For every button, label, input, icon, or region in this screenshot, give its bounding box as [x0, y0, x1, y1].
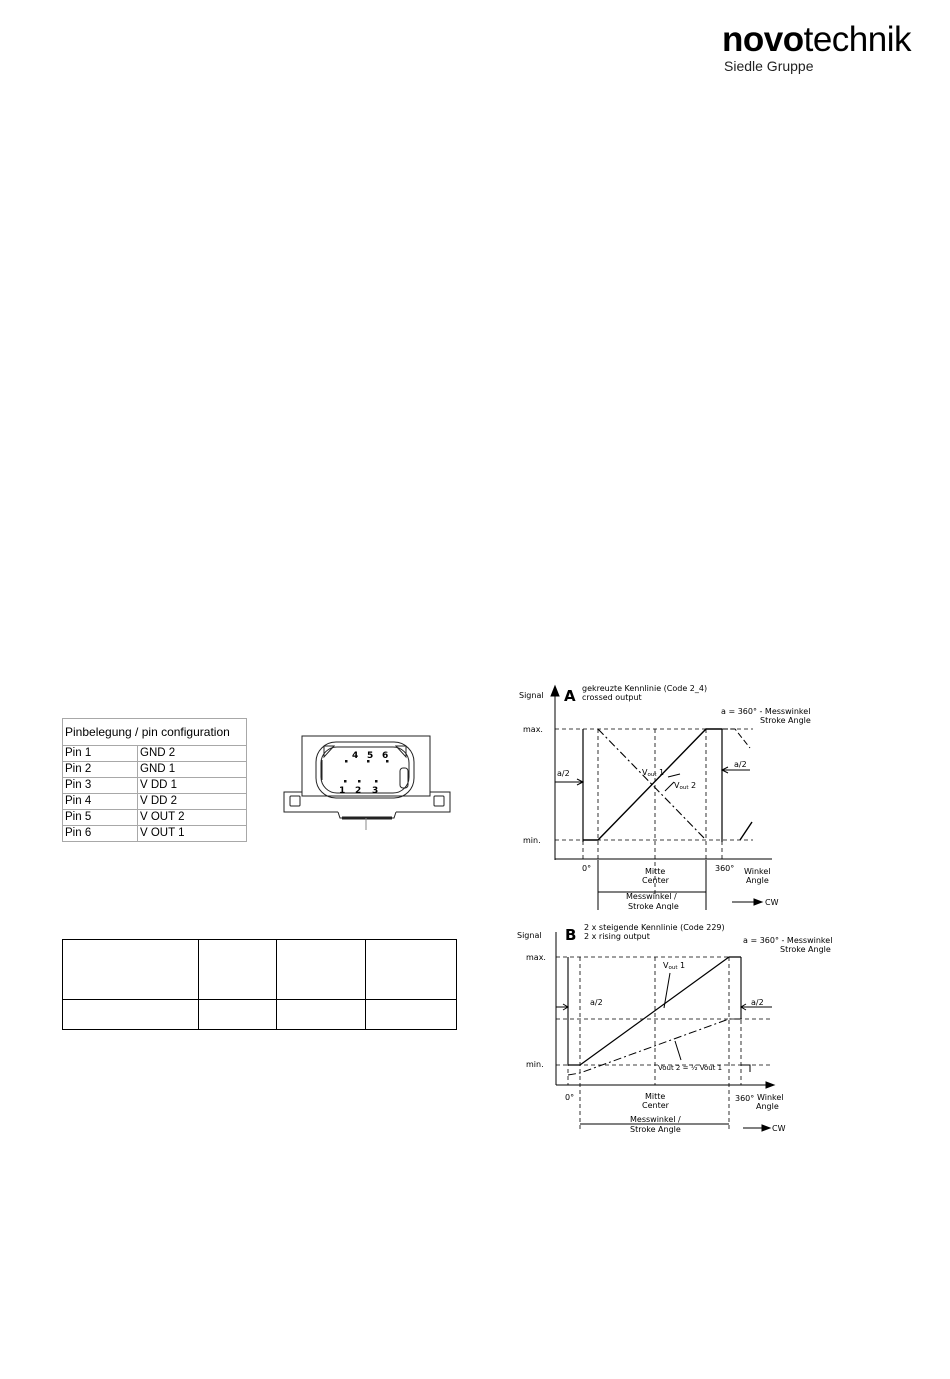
formula-line-2: Stroke Angle: [760, 716, 811, 725]
vout2-label: Vout 2: [674, 781, 697, 791]
cw-label: CW: [772, 1124, 786, 1133]
table-cell: [199, 1000, 277, 1030]
center-label: Center: [642, 876, 669, 885]
table-row: [63, 940, 457, 1000]
mitte-label: Mitte: [645, 1092, 666, 1101]
diagram-letter: B: [565, 926, 577, 944]
table-row: [63, 826, 247, 842]
diagram-a-crossed-output: [510, 680, 830, 910]
vout2-label: Vout 2 = ½ Vout 1: [658, 1064, 723, 1072]
table-row: [63, 1000, 457, 1030]
table-row: [63, 762, 247, 778]
table-cell: [199, 940, 277, 1000]
min-label: min.: [526, 1060, 544, 1069]
mitte-label: Mitte: [645, 867, 666, 876]
diagram-title-en: crossed output: [582, 693, 642, 702]
diagram-title-de: gekreuzte Kennlinie (Code 2_4): [582, 684, 708, 693]
max-label: max.: [523, 725, 543, 734]
signal-label: Signal: [517, 931, 542, 940]
a2-right-label: a/2: [751, 998, 764, 1007]
center-label: Center: [642, 1101, 669, 1110]
min-label: min.: [523, 836, 541, 845]
vout1-curve: [583, 729, 722, 840]
diagram-letter: A: [564, 687, 576, 705]
signal-cell: V DD 1: [138, 778, 247, 794]
vout1-label: Vout 1: [642, 768, 665, 778]
zero-degree-label: 0°: [582, 864, 592, 873]
pin-cell: Pin 2: [63, 762, 138, 778]
signal-label: Signal: [519, 691, 544, 700]
messwinkel-label: Messwinkel /: [630, 1115, 681, 1124]
pin-cell: Pin 3: [63, 778, 138, 794]
stroke-angle-label: Stroke Angle: [628, 902, 679, 910]
table-row: [63, 778, 247, 794]
table-cell: [277, 940, 366, 1000]
novotechnik-logo: [722, 22, 936, 74]
logo-normal: technik: [803, 20, 912, 59]
pin-config-table: [62, 718, 247, 842]
pin-config-header-row: [63, 719, 247, 746]
logo-wordmark: [722, 22, 936, 58]
pin-config-title: Pinbelegung / pin configuration: [63, 719, 247, 746]
table-cell: [366, 940, 457, 1000]
table-cell: [366, 1000, 457, 1030]
vout1-curve: [568, 957, 741, 1065]
deg360-label: 360°: [735, 1094, 755, 1103]
diagram-title-en: 2 x rising output: [584, 932, 650, 941]
zero-degree-label: 0°: [565, 1093, 575, 1102]
connector-pin-label: 2: [355, 786, 362, 796]
connector-drawing: [278, 730, 458, 836]
connector-pin-label: 4: [352, 751, 359, 761]
angle-label: Angle: [746, 876, 769, 885]
pin-cell: Pin 1: [63, 746, 138, 762]
a2-left-label: a/2: [557, 769, 570, 778]
connector-pin-label: 3: [372, 786, 379, 796]
diagram-b-rising-output: [510, 920, 840, 1140]
table-row: [63, 746, 247, 762]
pin-cell: Pin 6: [63, 826, 138, 842]
pin-cell: Pin 4: [63, 794, 138, 810]
table-cell: [63, 940, 199, 1000]
signal-cell: GND 2: [138, 746, 247, 762]
signal-cell: V DD 2: [138, 794, 247, 810]
table-row: [63, 810, 247, 826]
signal-cell: V OUT 1: [138, 826, 247, 842]
winkel-label: Winkel: [757, 1093, 784, 1102]
logo-bold: novo: [722, 20, 804, 59]
connector-pin-label: 1: [339, 786, 346, 796]
table-cell: [63, 1000, 199, 1030]
stroke-angle-label: Stroke Angle: [630, 1125, 681, 1134]
cw-label: CW: [765, 898, 779, 907]
vout1-label: Vout 1: [663, 961, 686, 971]
formula-line-1: a = 360° - Messwinkel: [743, 936, 833, 945]
pin-cell: Pin 5: [63, 810, 138, 826]
empty-data-table: [62, 939, 457, 1030]
deg360-label: 360°: [715, 864, 735, 873]
signal-cell: GND 1: [138, 762, 247, 778]
connector-pin-label: 6: [382, 751, 389, 761]
connector-pin-label: 5: [367, 751, 374, 761]
table-cell: [277, 1000, 366, 1030]
a2-left-label: a/2: [590, 998, 603, 1007]
table-row: [63, 794, 247, 810]
angle-label: Angle: [756, 1102, 779, 1111]
max-label: max.: [526, 953, 546, 962]
formula-line-1: a = 360° - Messwinkel: [721, 707, 811, 716]
signal-cell: V OUT 2: [138, 810, 247, 826]
diagram-title-de: 2 x steigende Kennlinie (Code 229): [584, 923, 725, 932]
connector-cavity: [316, 742, 414, 798]
formula-line-2: Stroke Angle: [780, 945, 831, 954]
a2-right-label: a/2: [734, 760, 747, 769]
messwinkel-label: Messwinkel /: [626, 892, 677, 901]
logo-subtitle: Siedle Gruppe: [724, 58, 814, 74]
winkel-label: Winkel: [744, 867, 771, 876]
